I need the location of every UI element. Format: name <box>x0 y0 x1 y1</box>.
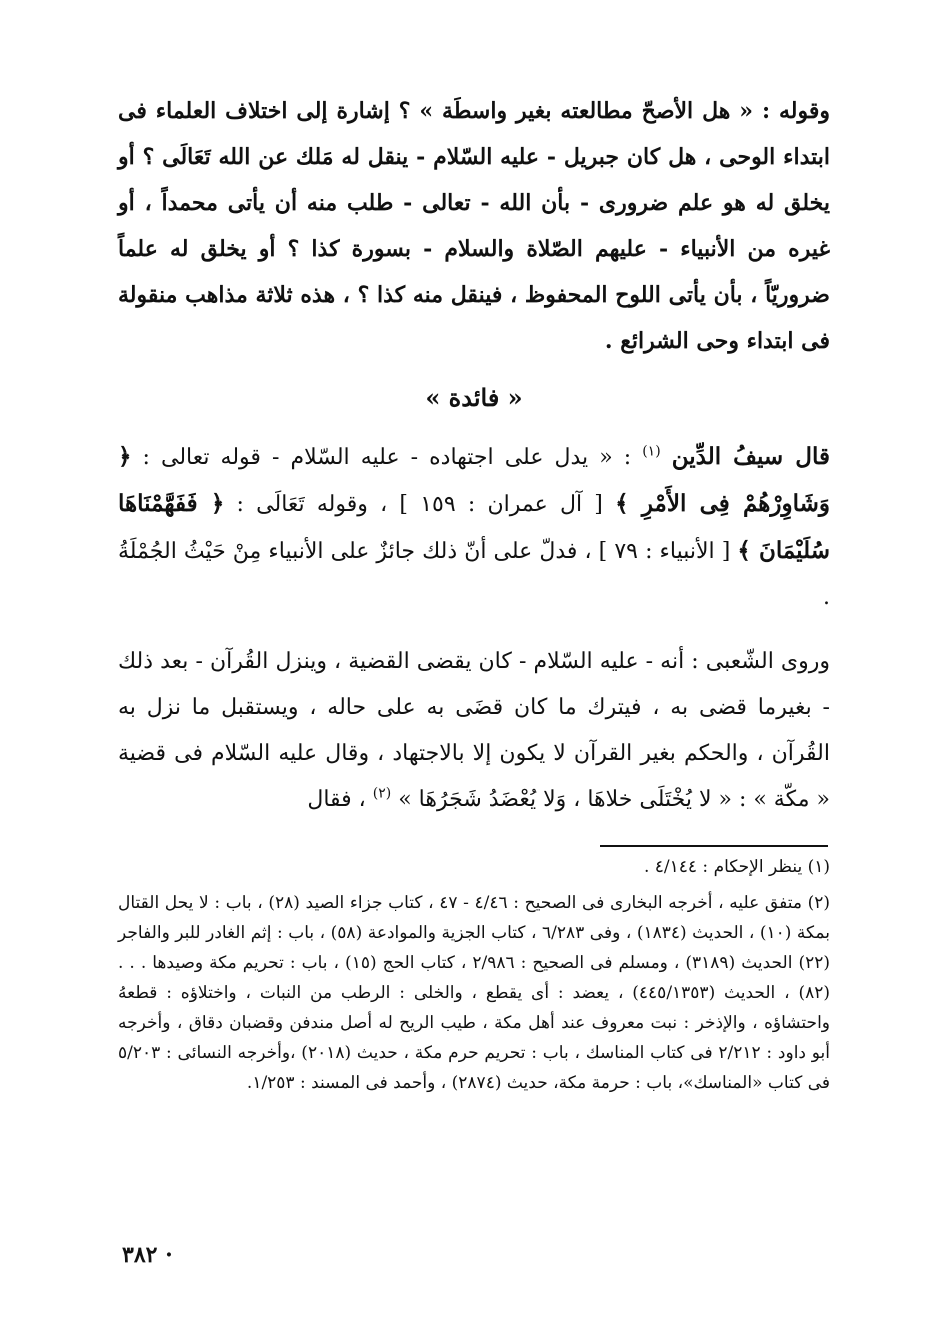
footnote-2: (٢) متفق عليه ، أخرجه البخارى فى الصحيح : ٤/٤٦ - ٤٧ ، كتاب جزاء الصيد (٢٨) ، باب : لا يحل القتال بمكة (١٠) ، الحديث (١٨٣٤) ، وفى ٦/٢٨٣ ، كتاب الجزية والموادعة (٥٨) ، باب : إثم الغادر للبر والفاجر (٢٢) الحديث (٣١٨٩) ، ومسلم فى الصحيح : ٢/٩٨٦ ، كتاب الحج (١٥) ، باب : تحريم مكة وصيدها . . . (٨٢) ، الحديث (٤٤٥/١٣٥٣) ، يعضد : أى يقطع ، والخلى : الرطب من النبات ، واختلاؤه : قطعهُ واحتشاؤه ، والإذخر : نبت معروف عند أهل مكة ، طيب الريح له أصل مندفن وقضبان دقاق ، وأخرجه أبو داود : ٢/٢١٢ فى كتاب المناسك ، باب : تحريم حرم مكة ، حديث (٢٠١٨) ،وأخرجه النسائى : ٥/٢٠٣ فى كتاب «المناسك»، باب : حرمة مكة، حديث (٢٨٧٤) ، وأحمد فى المسند : ١/٢٥٣. <box>118 893 831 1093</box>
footnote-ref-1[interactable]: (١) <box>642 443 661 460</box>
author-name: قال سيفُ الدِّين <box>671 443 830 470</box>
footnotes <box>118 852 830 1104</box>
paragraph-1: وقوله : « هل الأصحّ مطالعته بغير واسطَة » ؟ إشارة إلى اختلاف العلماء فى ابتداء الوحى ، هل كان جبريل - عليه السّلام - ينقل له مَلك عن الله تَعَالَى ؟ أو يخلق له هو علم ضرورى - بأن الله - تعالى - طلب منه أن يأتى محمداً ، أو غيره من الأنبياء - عليهم الصّلاة والسلام - بسورة كذا ؟ أو يخلق له علماً ضروريّاً ، بأن يأتى اللوح المحفوظ ، فينقل منه كذا ؟ ، هذه ثلاثة مذاهب منقولة فى ابتداء وحى الشرائع . <box>118 98 830 354</box>
paragraph-2 <box>118 434 830 621</box>
footnote-ref-2[interactable]: (٢) <box>372 785 392 802</box>
quran-verse-1: ﴿ وَشَاوِرْهُمْ فِى الأَمْرِ ﴾ <box>118 443 830 517</box>
paragraph-2-text-a: : « يدل على اجتهاده - عليه السّلام - قوله تعالى : <box>131 445 643 470</box>
page-number: ٣٨٢ · <box>122 1242 173 1268</box>
paragraph-3-text-b: ، فقال <box>307 787 373 812</box>
paragraph-2-text-c: [ الأنبياء : ٧٩ ] ، فدلّ على أنّ ذلك جائزٌ على الأنبياء مِنْ حَيْثُ الجُمْلَةُ . <box>118 539 830 610</box>
paragraph-2-text-b: [ آل عمران : ١٥٩ ] ، وقوله تَعَالَى : <box>224 492 616 517</box>
paragraph-gap <box>118 621 830 639</box>
quran-verse-2: ﴿ فَفَهَّمْنَاهَا سُلَيْمَانَ ﴾ <box>118 490 830 564</box>
footnote-1: (١) ينظر الإحكام : ٤/١٤٤ . <box>643 857 830 877</box>
main-text <box>118 88 830 823</box>
footnote-divider <box>600 845 828 847</box>
section-heading: « فائدة » <box>425 383 523 412</box>
paragraph-3 <box>118 639 830 823</box>
paragraph-3-text-a: وروى الشّعبى : أنه - عليه السّلام - كان يقضى القضية ، وينزل القُرآن - بعد ذلك - بغيرما قضى به ، فيترك ما كان قضَى به على حاله ، ويستقبل ما نزل به القُرآن ، والحكم بغير القرآن لا يكون إلا بالاجتهاد ، وقال عليه السّلام فى قضية « مكّة » : « لا يُخْتَلَى خلاهَا ، وَلا يُعْضَدُ شَجَرُهَا » <box>118 649 830 812</box>
